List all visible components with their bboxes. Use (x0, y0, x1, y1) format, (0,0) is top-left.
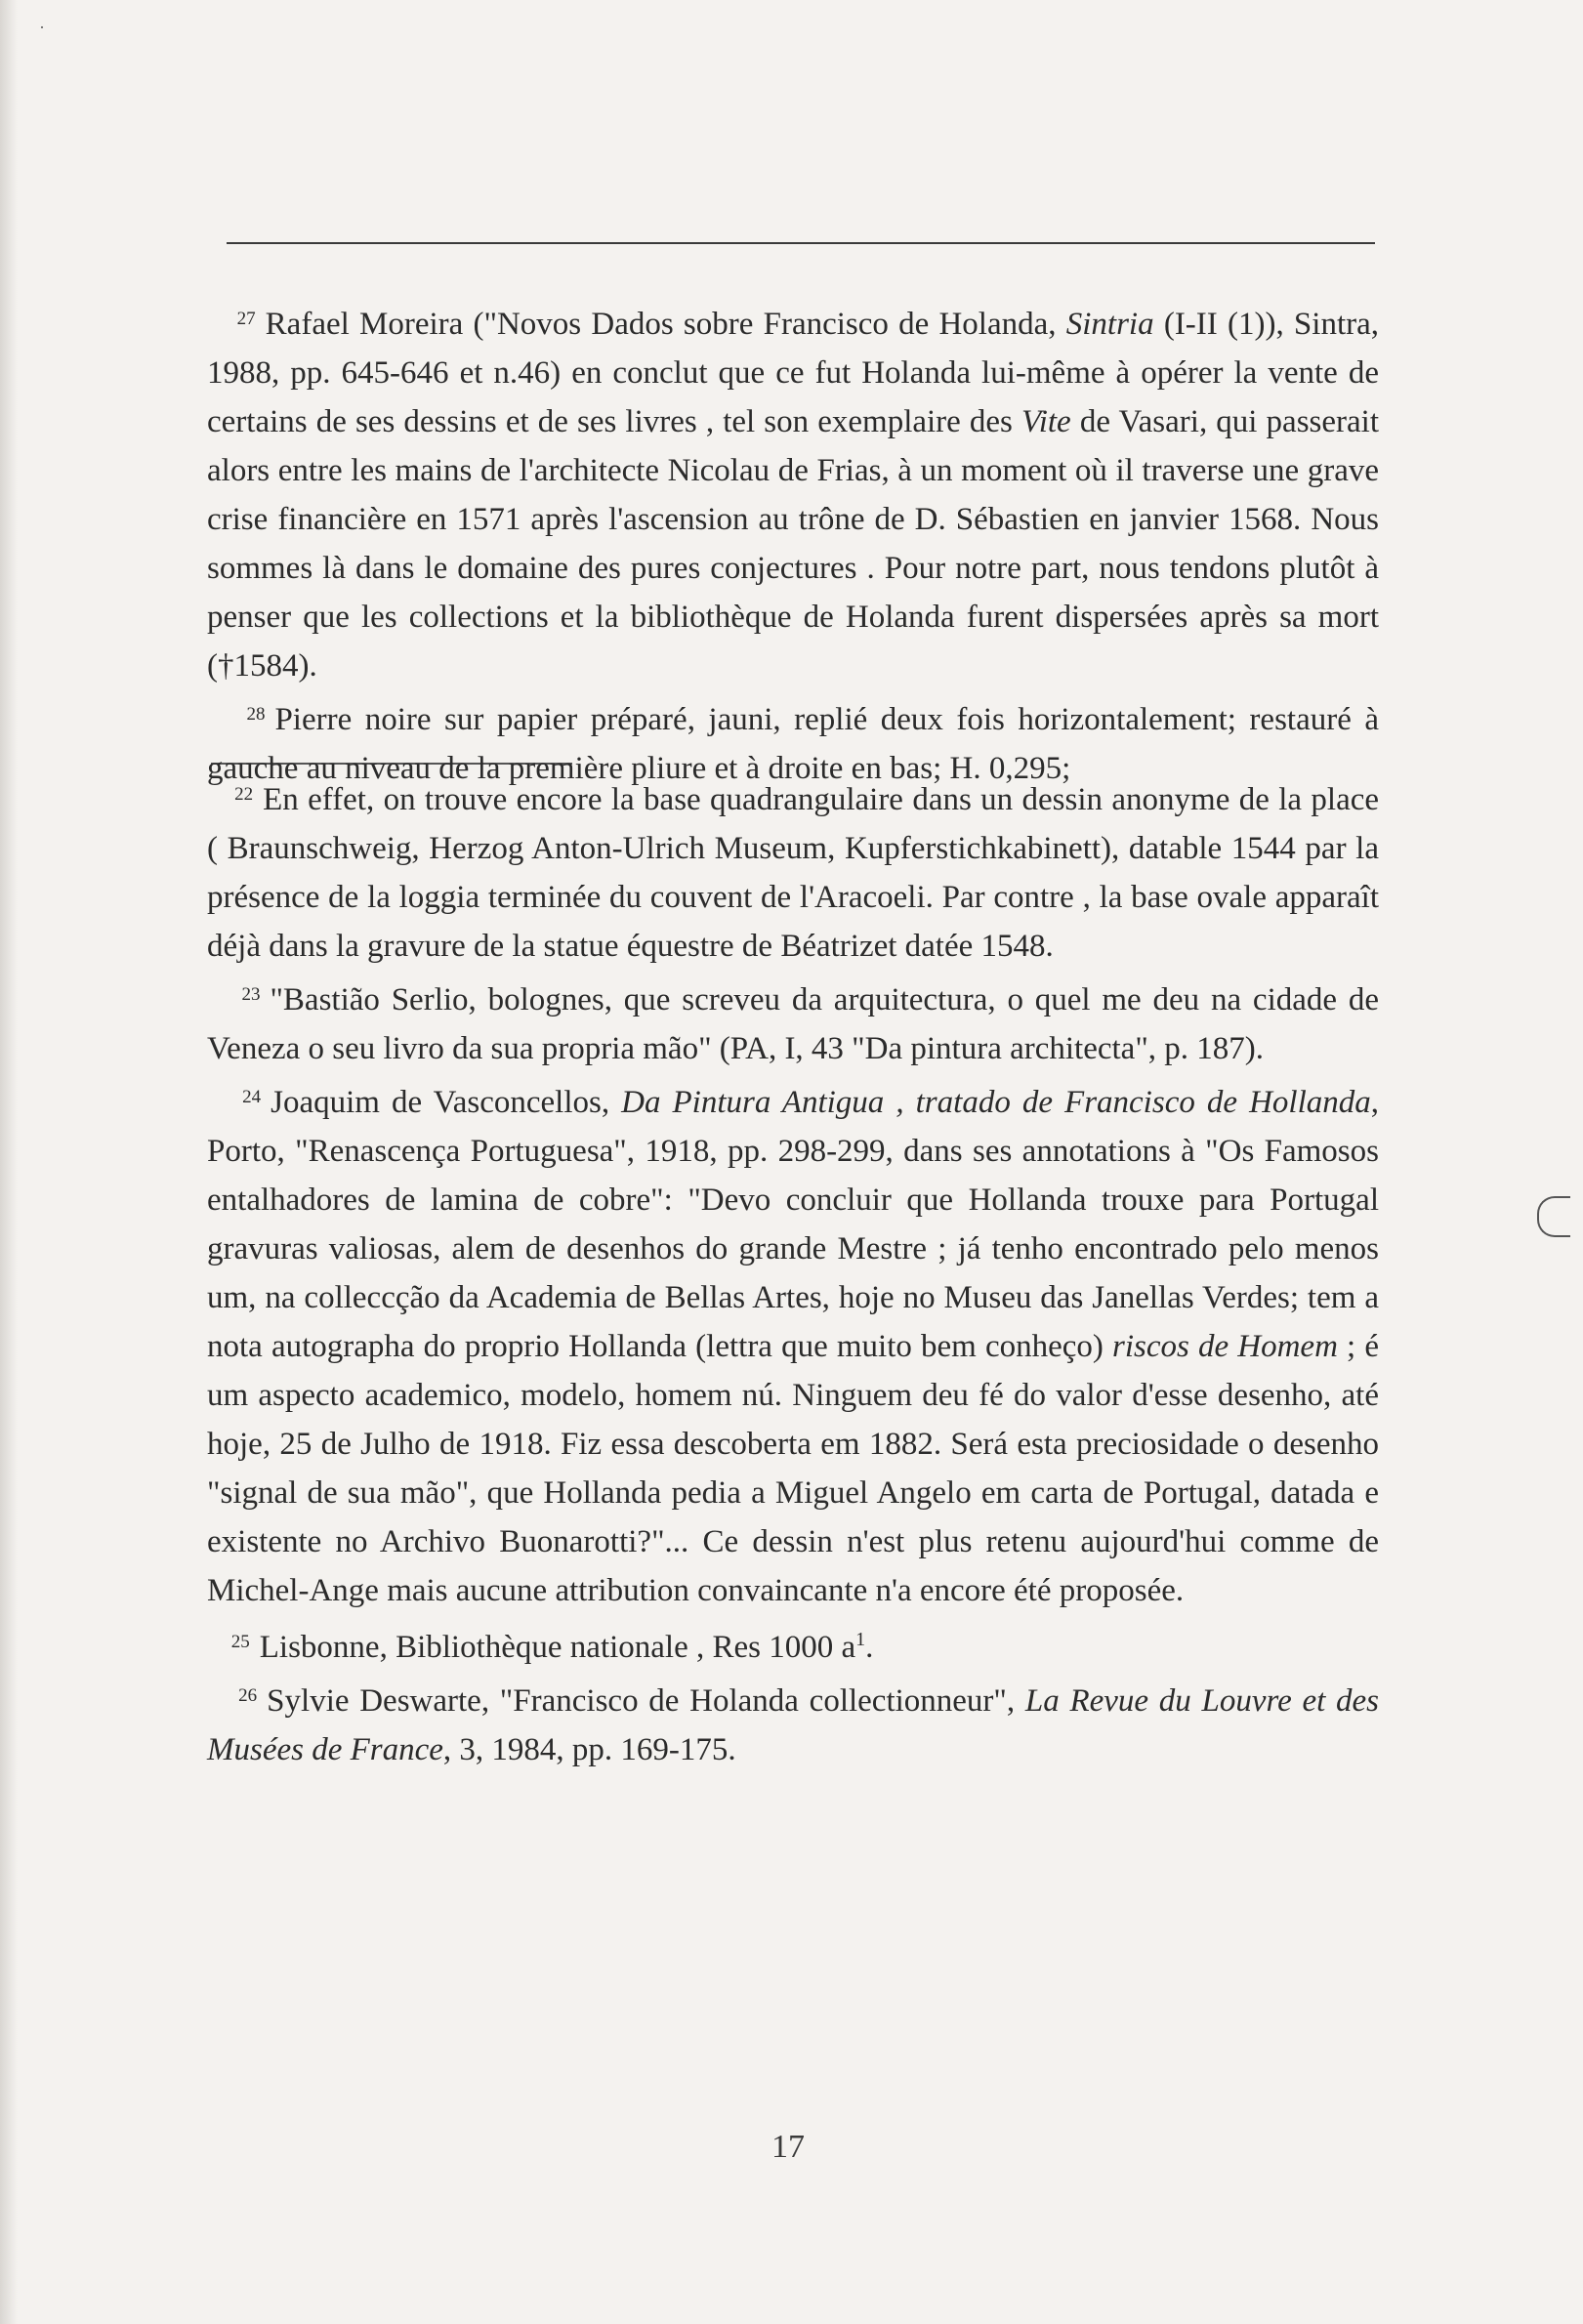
italic-title: La Revue du Louvre et des Musées de France (207, 1683, 1380, 1767)
footnote-text: , Porto, "Renascença Portuguesa", 1918, pp. 298-299, dans ses annotations à "Os Famosos entalhadores de lamina de cobre": "Devo concluir que Hollanda trouxe para Portugal gravuras valiosas, alem de desenhos do grande Mestre ; já tenho encontrado pelo menos um, na colleccção da Academia de Bellas Artes, hoje no Museu das Janellas Verdes; tem a nota autographa do proprio Hollanda (lettra que muito bem conheço) (207, 1085, 1379, 1364)
footnotes (207, 295, 1379, 1774)
footnote-26 (207, 1672, 1379, 1774)
footnote-number: 23 (241, 984, 261, 1005)
footnote-27 (207, 295, 1379, 690)
footnote-number: 27 (236, 309, 256, 329)
footnote-22 (207, 770, 1379, 971)
footnote-24 (207, 1073, 1379, 1615)
footnote-23 (207, 971, 1379, 1073)
footnote-text: (I-II (1)), Sintra, 1988, pp. 645-646 et n.46) en conclut que ce fut Holanda lui-même à opérer la vente de certains de ses dessins et de ses livres , tel son exemplaire des (207, 307, 1380, 439)
footnote-text: Lisbonne, Bibliothèque nationale , Res 1000 a (259, 1630, 856, 1665)
scan-speck: · (39, 18, 45, 37)
footnote-text: Joaquim de Vasconcellos, (271, 1085, 622, 1120)
footnote-text: . (865, 1630, 874, 1665)
footnote-number: 25 (230, 1632, 250, 1652)
italic-title: Da Pintura Antigua , tratado de Francisco de Hollanda (621, 1085, 1371, 1120)
footnote-text: Sylvie Deswarte, "Francisco de Holanda collectionneur", (267, 1683, 1025, 1719)
footnote-number: 28 (246, 704, 266, 725)
italic-title: Sintria (1065, 307, 1154, 342)
footnote-number: 22 (234, 784, 254, 805)
footnote-rule (227, 242, 1375, 244)
scan-shadow (0, 0, 18, 2324)
footnote-text: En effet, on trouve encore la base quadrangulaire dans un dessin anonyme de la place ( Braunschweig, Herzog Anton-Ulrich Museum, Kupferstichkabinett), datable 1544 par la présence de la loggia terminée du couvent de l'Aracoeli. Par contre , la base ovale apparaît déjà dans la gravure de la statue équestre de Béatrizet datée 1548. (207, 782, 1380, 964)
margin-pencil-mark (1537, 1196, 1570, 1237)
footnote-number: 26 (238, 1685, 258, 1706)
superscript: 1 (855, 1629, 866, 1650)
footnote-text: Rafael Moreira ("Novos Dados sobre Francisco de Holanda, (265, 307, 1066, 342)
footnote-28-wrapper (207, 690, 1379, 786)
page-number: 17 (771, 2129, 805, 2165)
footnote-25 (207, 1615, 1379, 1672)
italic-title: Vite (1021, 404, 1071, 439)
footnote-text: , 3, 1984, pp. 169-175. (442, 1732, 736, 1767)
italic-title: riscos de Homem (1112, 1329, 1338, 1364)
footnote-text: de Vasari, qui passerait alors entre les mains de l'architecte Nicolau de Frias, à un moment où il traverse une grave crise financière en 1571 après l'ascension au trône de D. Sébastien en janvier 1568. Nous sommes là dans le domaine des pures conjectures . Pour notre part, nous tendons plutôt à penser que les collections et la bibliothèque de Holanda furent dispersées après sa mort (†1584). (207, 404, 1380, 684)
footnote-text: Pierre noire sur papier préparé, jauni, replié deux fois horizontalement; restauré à gauche au niveau de la première pliure et à droite en bas; H. 0,295; (207, 702, 1379, 786)
footnote-number: 24 (242, 1087, 262, 1107)
footnote-text: ; é um aspecto academico, modelo, homem nú. Ninguem deu fé do valor d'esse desenho, até hoje, 25 de Julho de 1918. Fiz essa descoberta em 1882. Será esta preciosidade o desenho "signal de sua mão", que Hollanda pedia a Miguel Angelo em carta de Portugal, datada e existente no Archivo Buonarotti?"... Ce dessin n'est plus retenu aujourd'hui comme de Michel-Ange mais aucune attribution convaincante n'a encore été proposée. (207, 1329, 1379, 1608)
footnote-text: "Bastião Serlio, bolognes, que screveu da arquitectura, o quel me deu na cidade de Veneza o seu livro da sua propria mão" (PA, I, 43 "Da pintura architecta", p. 187). (207, 982, 1379, 1066)
